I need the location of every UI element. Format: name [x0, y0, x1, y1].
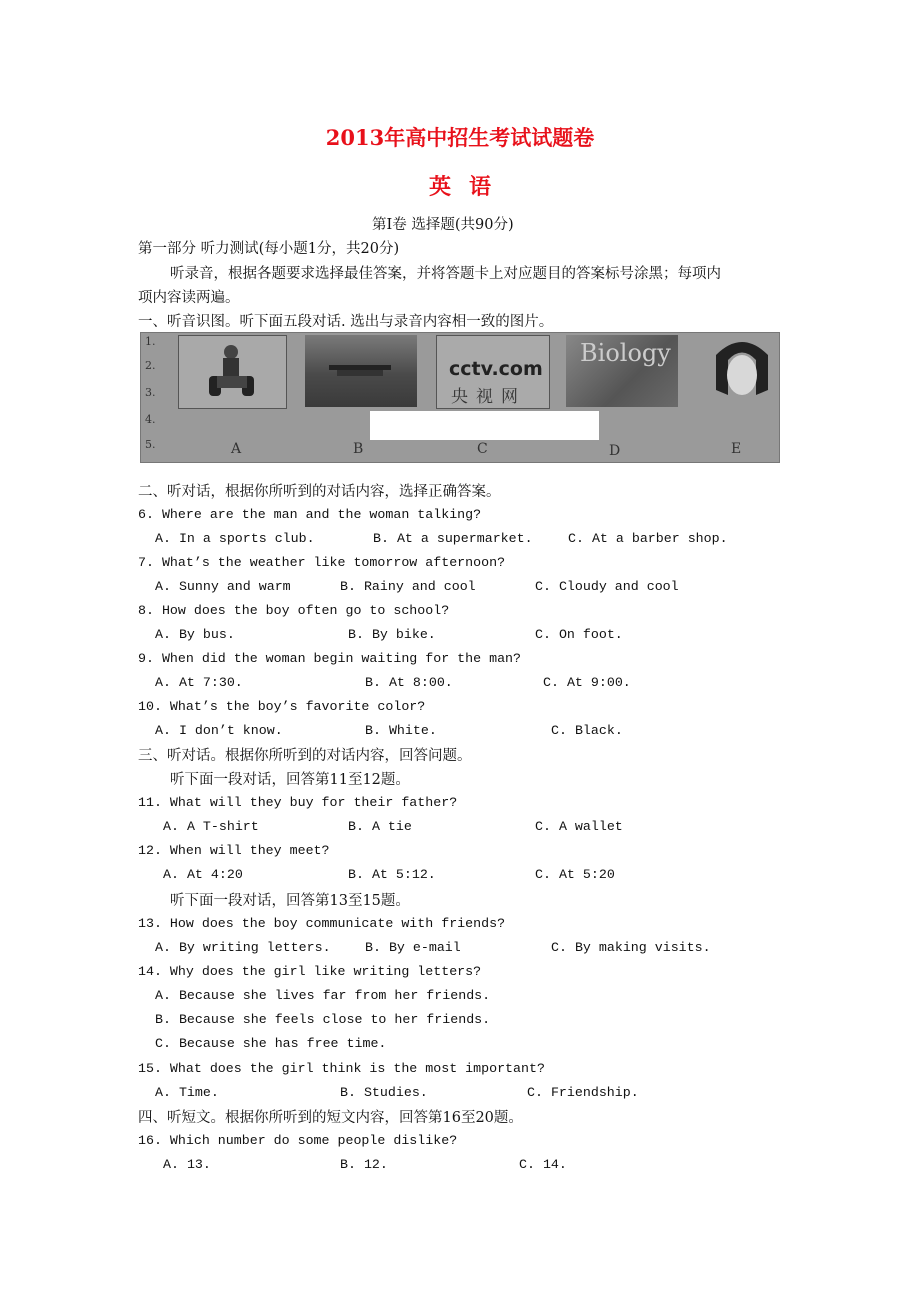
answer-option: A. Time.: [155, 1085, 219, 1100]
book-title: Biology: [580, 339, 671, 367]
answer-option: B. At 5:12.: [348, 867, 436, 882]
subject-title: 英语: [428, 174, 509, 200]
picture-d-biology-book: [566, 335, 678, 407]
strip-number: 5.: [145, 438, 156, 451]
instructions-line2: 项内容读两遍。: [138, 290, 240, 306]
part-heading: 第一部分 听力测试(每小题1分，共20分): [138, 241, 400, 257]
exam-title: 2013年高中招生考试试题卷: [325, 125, 595, 150]
answer-option: A. In a sports club.: [155, 531, 315, 546]
answer-option: A. A T-shirt: [163, 819, 259, 834]
section-heading: 四、听短文。根据你所听到的短文内容，回答第16至20题。: [138, 1110, 523, 1126]
answer-option: C. 14.: [519, 1157, 567, 1172]
instructions-line1: 听录音，根据各题要求选择最佳答案，并将答题卡上对应题目的答案标号涂黑；每项内: [170, 266, 721, 282]
answer-option: C. A wallet: [535, 819, 623, 834]
picture-label: C: [477, 441, 488, 457]
section-heading: 听下面一段对话，回答第13至15题。: [170, 893, 410, 909]
answer-option: C. By making visits.: [551, 940, 711, 955]
picture-b-tiananmen: [305, 335, 417, 407]
picture-label: A: [231, 441, 242, 457]
answer-option: B. White.: [365, 723, 437, 738]
cctv-logo-text: cctv.com: [449, 358, 543, 380]
answer-option: B. 12.: [340, 1157, 388, 1172]
answer-option: C. At a barber shop.: [568, 531, 728, 546]
strip-number: 2.: [145, 359, 156, 372]
question-text: 10. What’s the boy’s favorite color?: [138, 699, 426, 714]
question-text: 13. How does the boy communicate with friends?: [138, 916, 506, 931]
answer-option: C. At 5:20: [535, 867, 615, 882]
answer-option: B. By e-mail: [365, 940, 461, 955]
picture-a-vehicle: [178, 335, 287, 409]
picture-label: D: [609, 443, 621, 459]
volume-heading: 第Ⅰ卷 选择题(共90分): [372, 217, 514, 233]
question-text: 6. Where are the man and the woman talking?: [138, 507, 482, 522]
section-heading: 二、听对话，根据你所听到的对话内容，选择正确答案。: [138, 484, 501, 500]
picture-strip: [140, 332, 780, 463]
answer-option: A. I don’t know.: [155, 723, 283, 738]
redaction-box: [370, 411, 599, 440]
answer-option: B. At 8:00.: [365, 675, 453, 690]
answer-option: B. Because she feels close to her friends.: [155, 1012, 491, 1027]
question-text: 7. What’s the weather like tomorrow afternoon?: [138, 555, 506, 570]
question-text: 8. How does the boy often go to school?: [138, 603, 450, 618]
question-text: 12. When will they meet?: [138, 843, 330, 858]
answer-option: C. On foot.: [535, 627, 623, 642]
picture-e-girl-headphones: [706, 335, 778, 407]
question-text: 15. What does the girl think is the most important?: [138, 1061, 545, 1076]
answer-option: B. Studies.: [340, 1085, 428, 1100]
answer-option: B. Rainy and cool: [340, 579, 476, 594]
section-heading: 三、听对话。根据你所听到的对话内容，回答问题。: [138, 748, 472, 764]
answer-option: C. Black.: [551, 723, 623, 738]
question-text: 16. Which number do some people dislike?: [138, 1133, 458, 1148]
question-text: 14. Why does the girl like writing letters?: [138, 964, 482, 979]
answer-option: A. At 7:30.: [155, 675, 243, 690]
answer-option: B. At a supermarket.: [373, 531, 533, 546]
answer-option: B. A tie: [348, 819, 412, 834]
section1-heading: 一、听音识图。听下面五段对话. 选出与录音内容相一致的图片。: [138, 314, 554, 330]
picture-label: E: [731, 441, 742, 457]
answer-option: C. Because she has free time.: [155, 1036, 387, 1051]
strip-number: 4.: [145, 413, 156, 426]
answer-option: A. Because she lives far from her friends.: [155, 988, 491, 1003]
strip-number: 1.: [145, 335, 156, 348]
section-heading: 听下面一段对话，回答第11至12题。: [170, 772, 410, 788]
answer-option: A. By writing letters.: [155, 940, 331, 955]
picture-label: B: [353, 441, 364, 457]
answer-option: A. By bus.: [155, 627, 235, 642]
answer-option: C. Friendship.: [527, 1085, 639, 1100]
answer-option: A. 13.: [163, 1157, 211, 1172]
answer-option: B. By bike.: [348, 627, 436, 642]
answer-option: A. Sunny and warm: [155, 579, 291, 594]
answer-option: C. At 9:00.: [543, 675, 631, 690]
strip-number: 3.: [145, 386, 156, 399]
answer-option: A. At 4:20: [163, 867, 243, 882]
question-text: 11. What will they buy for their father?: [138, 795, 458, 810]
question-text: 9. When did the woman begin waiting for the man?: [138, 651, 522, 666]
answer-option: C. Cloudy and cool: [535, 579, 679, 594]
picture-c-cctv-logo: cctv.com 央视网: [436, 335, 550, 409]
